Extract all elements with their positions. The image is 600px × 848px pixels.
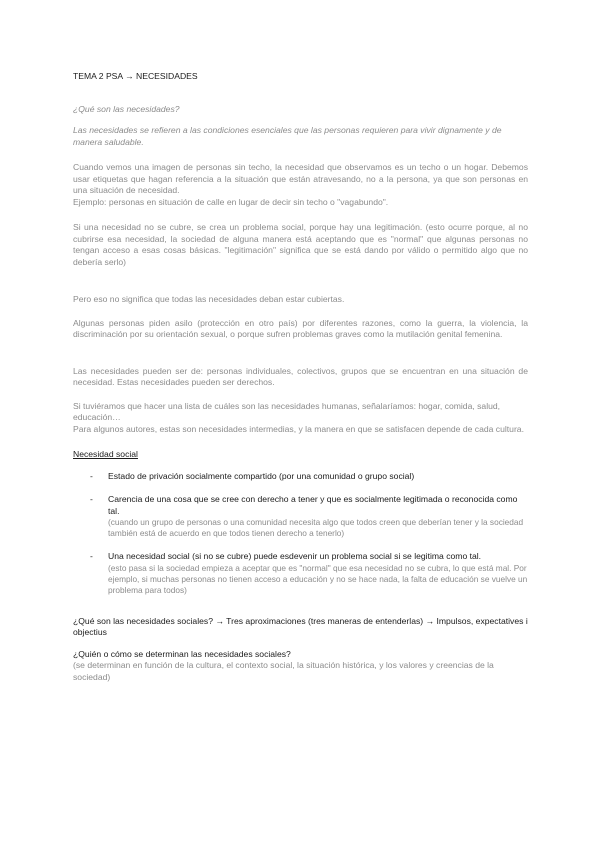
list-item <box>73 471 528 483</box>
document-content <box>73 71 528 683</box>
list-item-main: Una necesidad social (si no se cubre) puede esdevenir un problema social si se legitima como tal. <box>108 551 482 562</box>
social-need-heading: Necesidad social <box>73 449 138 459</box>
needs-definition: Las necesidades se refieren a las condiciones esenciales que las personas requieren para vivir dignamente y de manera saludable. <box>73 125 502 147</box>
document-title: TEMA 2 PSA → NECESIDADES <box>73 71 198 81</box>
intermediate-needs-paragraph: Para algunos autores, estas son necesidades intermedias, y la manera en que se satisfacen depende de cada cultura. <box>73 423 524 434</box>
question-what-are-needs: ¿Qué son las necesidades? <box>73 103 180 114</box>
question-social-needs: ¿Qué son las necesidades sociales? → Tres aproximaciones (tres maneras de entenderlas) → Impulsos, expectatives i objectius <box>73 615 528 638</box>
bullet-dash: - <box>90 551 93 562</box>
question-who-determines: ¿Quién o cómo se determinan las necesidades sociales? <box>73 648 291 659</box>
homeless-example-text: Cuando vemos una imagen de personas sin techo, la necesidad que observamos es un techo o un hogar. Debemos usar etiquetas que hagan referencia a la situación que están atravesando, no a la persona, ya que son personas en una situación de necesidad. <box>73 162 528 195</box>
list-item-main: Estado de privación socialmente compartido (por una comunidad o grupo social) <box>108 470 415 481</box>
need-subjects-paragraph: Las necesidades pueden ser de: personas individuales, colectivos, grupos que se encuentran en una situación de necesidad. Estas necesidades pueden ser derechos. <box>73 365 528 387</box>
legitimation-paragraph: Si una necesidad no se cubre, se crea un problema social, porque hay una legitimación. (esto ocurre porque, al no cubrirse esa necesidad, la sociedad de alguna manera está aceptando que es "normal" que algunas personas no tengan acceso a esas cosas básicas. "legitimación" significa que se está dando por válido o permitido algo que no debería serlo) <box>73 222 528 267</box>
list-item-note: (esto pasa si la sociedad empieza a aceptar que es "normal" que esa necesidad no se cubra, lo que está mal. Por ejemplo, si muchas personas no tienen acceso a educación y no se hace nada, la falta de educación se vuelve un problema para todos) <box>108 562 528 596</box>
who-determines-note: (se determinan en función de la cultura, el contexto social, la situación histórica, y los valores y creencias de la sociedad) <box>73 660 494 682</box>
social-need-list <box>73 471 528 597</box>
list-item <box>73 551 528 596</box>
bullet-dash: - <box>90 470 93 481</box>
list-item-note: (cuando un grupo de personas o una comunidad necesita algo que todos creen que deberían tener y la sociedad también está de acuerdo en que todos tienen derecho a tenerlo) <box>108 517 524 539</box>
homeless-example-line: Ejemplo: personas en situación de calle en lugar de decir sin techo o "vagabundo". <box>73 196 389 207</box>
not-all-covered-paragraph: Pero eso no significa que todas las necesidades deban estar cubiertas. <box>73 294 345 304</box>
asylum-paragraph: Algunas personas piden asilo (protección en otro país) por diferentes razones, como la guerra, la violencia, la discriminación por su orientación sexual, o porque sufren problemas graves como la mutilación genital femenina. <box>73 317 528 339</box>
bullet-dash: - <box>90 494 93 504</box>
list-item <box>73 494 528 539</box>
needs-list-paragraph: Si tuviéramos que hacer una lista de cuáles son las necesidades humanas, señalaríamos: hogar, comida, salud, educación… <box>73 400 501 422</box>
list-item-main: Carencia de una cosa que se cree con derecho a tener y que es socialmente legitimada o reconocida como tal. <box>108 494 518 516</box>
